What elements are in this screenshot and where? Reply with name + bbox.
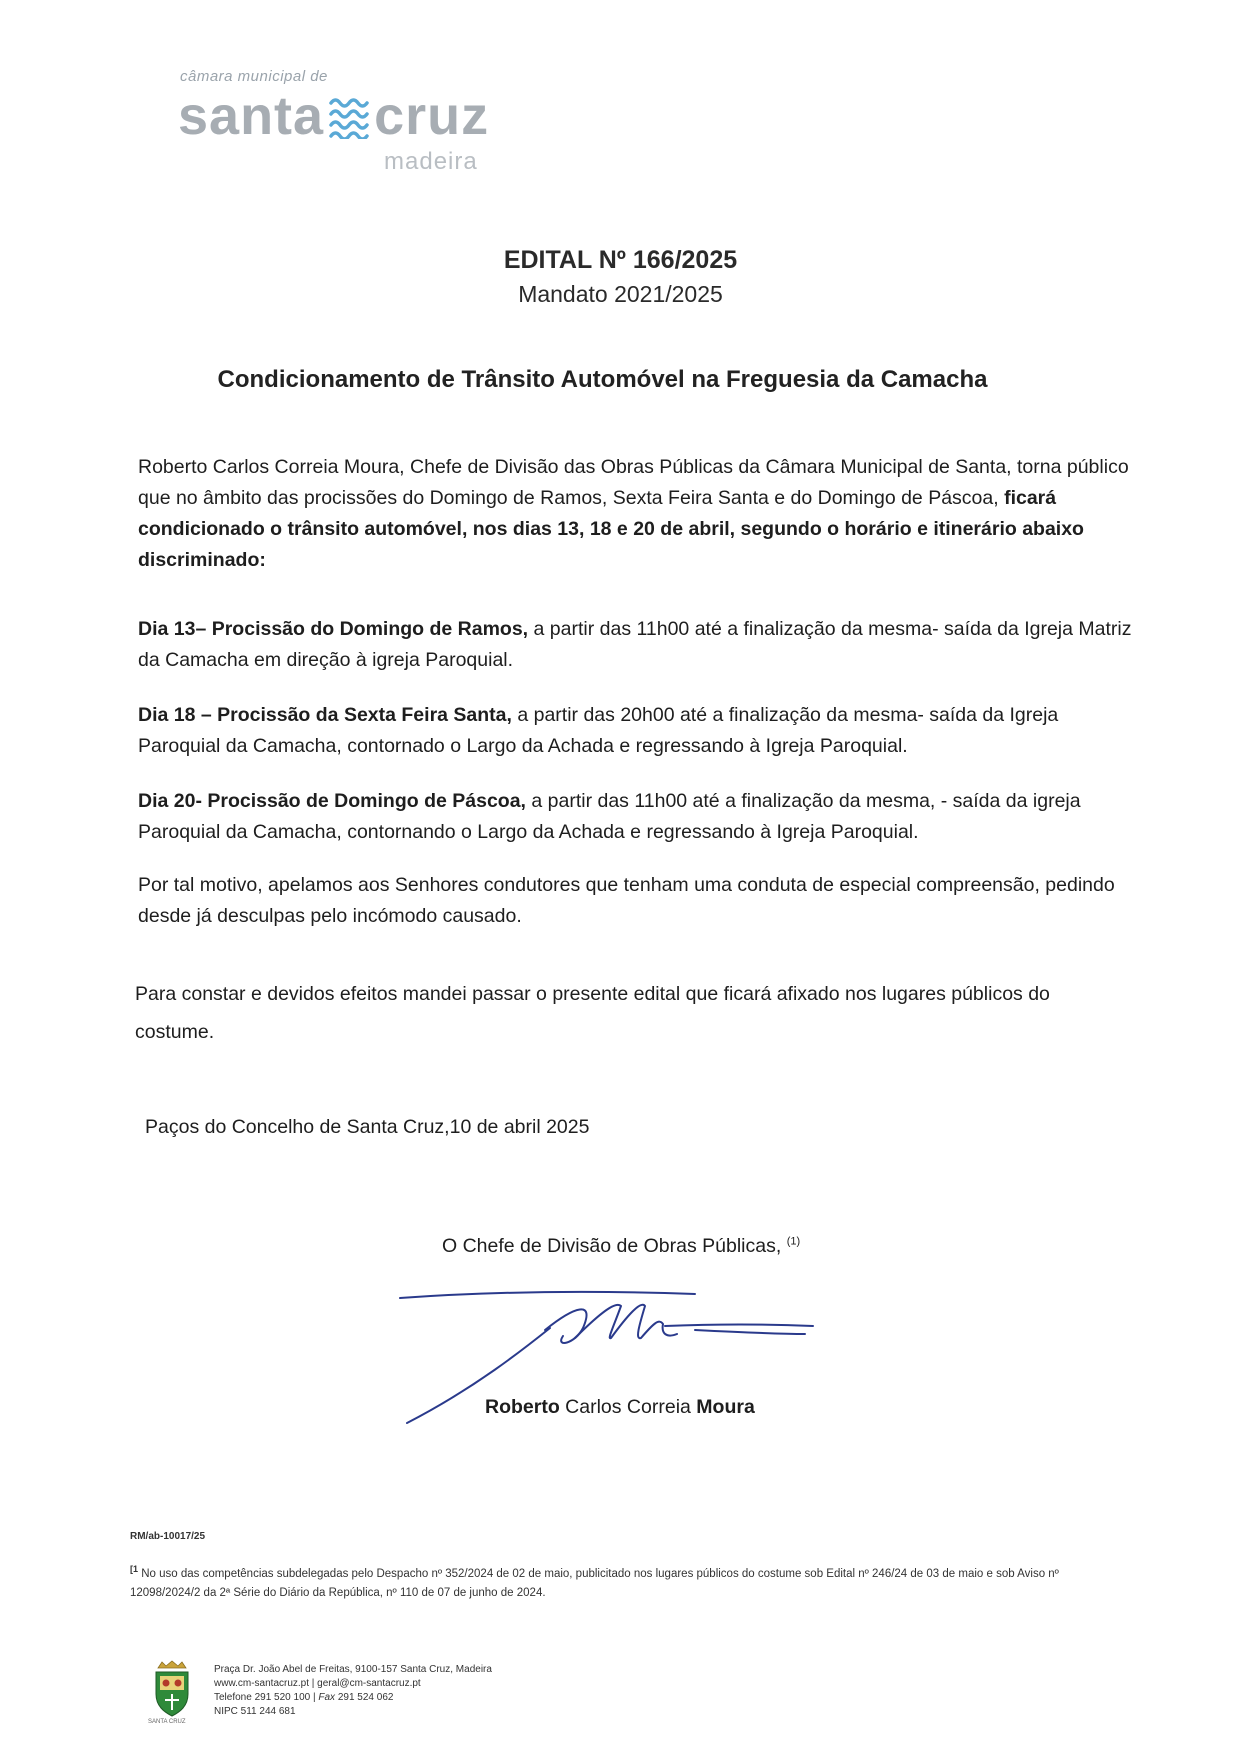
intro-bold-text: ficará condicionado o trânsito automóvel, nos dias 13, 18 e 20 de abril, segundo o horário e itinerário abaixo discriminado: [138,487,1084,571]
fax-label: Fax [318,1692,336,1703]
footer-contacts [214,1663,492,1719]
logo-name-right: cruz [374,86,490,146]
footnote-text: No uso das competências subdelegadas pelo Despacho nº 352/2024 de 02 de maio, publicitado nos lugares públicos do costume sob Edital nº 246/24 de 03 de maio e sob Aviso nº 12098/2024/2 da 2ª Série do Diário da República, nº 110 de 07 de junho de 2024. [130,1567,1059,1599]
day-20-title: Dia 20- Procissão de Domingo de Páscoa, [138,790,526,812]
intro-text: Roberto Carlos Correia Moura, Chefe de Divisão das Obras Públicas da Câmara Municipal de Santa, torna público que no âmbito das procissões do Domingo de Ramos, Sexta Feira Santa e do Domingo de Páscoa, [138,456,1129,509]
edital-number: EDITAL Nº 166/2025 [503,246,738,274]
day-13-text: a partir das 11h00 até a finalização da mesma- saída da Igreja Matriz da Camacha em direção à igreja Paroquial. [138,618,1132,671]
day-13-title: Dia 13– Procissão do Domingo de Ramos, [138,618,529,640]
footer-address: Praça Dr. João Abel de Freitas, 9100-157 Santa Cruz, Madeira [214,1664,492,1675]
separator: | [313,1692,316,1703]
logo-name [178,86,489,146]
signer-name [485,1396,755,1419]
logo-name-left: santa [178,86,325,146]
crest-caption: SANTA CRUZ [148,1719,186,1725]
coat-of-arms-icon [150,1660,194,1718]
signer-title-text: O Chefe de Divisão de Obras Públicas, [442,1235,782,1257]
day-18-title: Dia 18 – Procissão da Sexta Feira Santa, [138,704,512,726]
day-20-text: a partir das 11h00 até a finalização da mesma, - saída da igreja Paroquial da Camacha, contornando o Largo da Achada e regressando à Igreja Paroquial. [138,790,1081,843]
day-20-paragraph [138,786,1138,848]
signer-middle-name: Carlos Correia [559,1396,697,1418]
municipality-logo [178,64,508,184]
logo-top-text: câmara municipal de [180,68,328,85]
intro-paragraph [138,452,1138,576]
phone-number: 291 520 100 [254,1692,311,1703]
signer-title [442,1235,800,1258]
document-reference: RM/ab-10017/25 [130,1531,206,1542]
day-18-paragraph [138,700,1138,762]
signer-first-name: Roberto [485,1396,560,1418]
footnote [130,1560,1120,1603]
posting-paragraph: Para constar e devidos efeitos mandei passar o presente edital que ficará afixado nos lugares públicos do costume. [135,983,1050,1043]
place-date: Paços do Concelho de Santa Cruz,10 de abril 2025 [145,1116,590,1138]
phone-label: Telefone [214,1692,252,1703]
footnote-marker: [1 [130,1564,139,1574]
document-heading: Condicionamento de Trânsito Automóvel na Freguesia da Camacha [217,366,988,393]
logo-region: madeira [384,148,478,175]
apology-paragraph: Por tal motivo, apelamos aos Senhores condutores que tenham uma conduta de especial compreensão, pedindo desde já desculpas pelo incómodo causado. [138,874,1115,927]
mandate: Mandato 2021/2025 [518,281,723,307]
footer-web-email: www.cm-santacruz.pt | geral@cm-santacruz.pt [214,1678,421,1689]
day-13-paragraph [138,614,1138,676]
signer-last-name: Moura [696,1396,755,1418]
signer-title-note: (1) [786,1235,801,1248]
footer-nipc: NIPC 511 244 681 [214,1706,296,1717]
footer-phone-fax [214,1691,492,1705]
fax-number: 291 524 062 [337,1692,394,1703]
day-18-text: a partir das 20h00 até a finalização da mesma- saída da Igreja Paroquial da Camacha, contornado o Largo da Achada e regressando à Igreja Paroquial. [138,704,1059,757]
waves-icon [328,93,370,139]
